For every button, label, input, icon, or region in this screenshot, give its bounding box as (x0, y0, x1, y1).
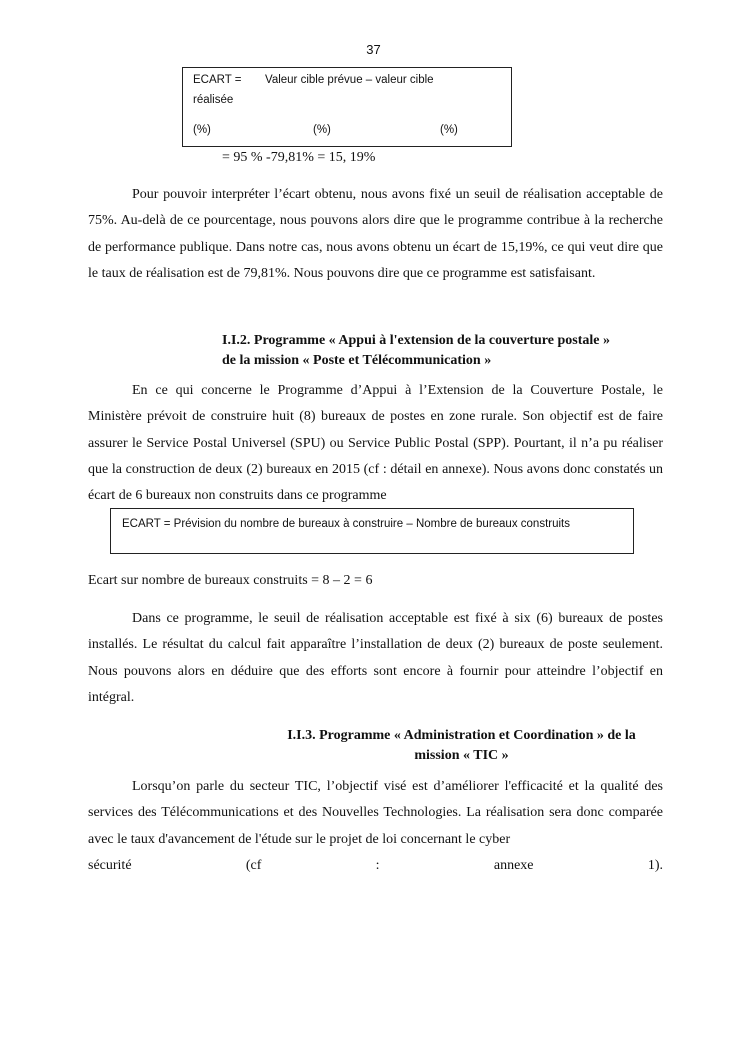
ecart-bureaux-formula: ECART = Prévision du nombre de bureaux à construire – Nombre de bureaux construits (122, 518, 570, 530)
unit-percent: (%) (440, 124, 458, 136)
ecart-expression: Valeur cible prévue – valeur cible (265, 74, 434, 86)
paragraph-seuil-bureaux (88, 606, 663, 711)
word: : (375, 857, 380, 873)
ecart-bureaux-calculation: Ecart sur nombre de bureaux construits = 8 – 2 = 6 (88, 573, 373, 588)
ecart-label-continued: réalisée (193, 94, 234, 106)
word: (cf (245, 857, 262, 873)
word: sécurité (88, 857, 132, 873)
section-heading-i-i-3 (274, 726, 649, 766)
paragraph-couverture-postale (88, 378, 663, 509)
unit-percent: (%) (313, 124, 331, 136)
word: 1). (647, 857, 663, 873)
heading-line: de la mission « Poste et Télécommunication » (222, 353, 492, 368)
paragraph-text: Lorsqu’on parle du secteur TIC, l’objectif visé est d’améliorer l'efficacité et la qualité des services des Télécommunications et des Nouvelles Technologies. La réalisation sera donc comparée avec le taux d'avancement de l'étude sur le projet de loi concernant le cyber (88, 779, 663, 847)
heading-line: I.I.3. Programme « Administration et Coordination » de la (287, 728, 636, 743)
paragraph-text: En ce qui concerne le Programme d’Appui à l’Extension de la Couverture Postale, le Ministère prévoit de construire huit (8) bureaux de postes en zone rurale. Son objectif est de faire assurer le Service Postal Universel (SPU) ou Service Public Postal (SPP). Pourtant, il n’a pu réaliser que la construction de deux (2) bureaux en 2015 (cf : détail en annexe). Nous avons donc constatés un écart de 6 bureaux non construits dans ce programme (88, 383, 663, 504)
paragraph-text: Dans ce programme, le seuil de réalisation acceptable est fixé à six (6) bureaux de postes installés. Le résultat du calcul fait apparaître l’installation de deux (2) bureaux de poste seulement. Nous pouvons alors en déduire que des efforts sont encore à fournir pour atteindre l’objectif en intégral. (88, 611, 663, 705)
heading-line: mission « TIC » (414, 748, 509, 763)
heading-line: I.I.2. Programme « Appui à l'extension de la couverture postale » (222, 333, 610, 348)
paragraph-tic (88, 774, 663, 879)
ecart-formula-box (182, 67, 512, 147)
page-number: 37 (366, 42, 381, 57)
ecart-bureaux-box (110, 508, 634, 554)
section-heading-i-i-2 (222, 331, 610, 371)
paragraph-seuil (88, 182, 663, 287)
ecart-calculation: = 95 % -79,81% = 15, 19% (222, 150, 376, 165)
ecart-label: ECART = (193, 74, 242, 86)
paragraph-last-line (88, 853, 663, 879)
unit-percent: (%) (193, 124, 211, 136)
paragraph-text: Pour pouvoir interpréter l’écart obtenu, nous avons fixé un seuil de réalisation acceptable de 75%. Au-delà de ce pourcentage, nous pouvons alors dire que le programme contribue à la recherche de performance publique. Dans notre cas, nous avons obtenu un écart de 15,19%, ce qui veut dire que le taux de réalisation est de 79,81%. Nous pouvons dire que ce programme est satisfaisant. (88, 187, 663, 281)
word: annexe (493, 857, 534, 873)
